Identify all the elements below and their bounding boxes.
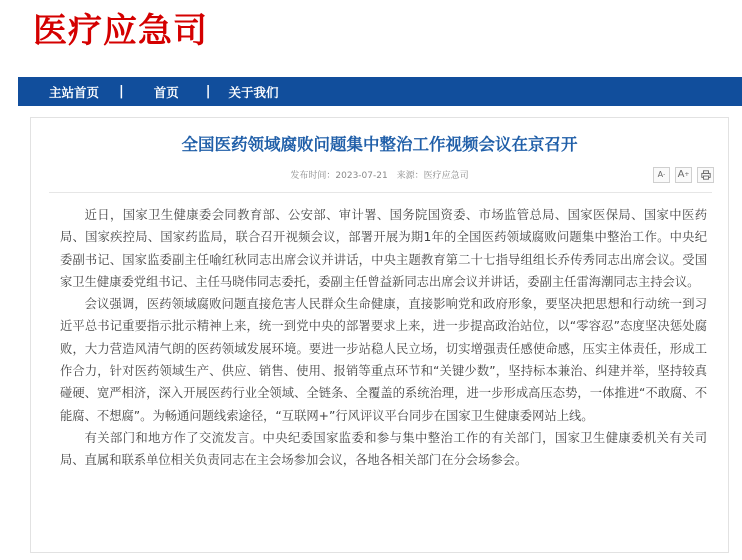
font-increase-label: A <box>677 169 685 180</box>
font-increase-button[interactable] <box>675 167 692 183</box>
nav-link-home[interactable]: 首页 <box>153 84 179 100</box>
article-tools <box>653 167 714 183</box>
plus-sign: + <box>684 171 690 178</box>
publish-date-value: 2023-07-21 <box>335 171 388 181</box>
font-decrease-button[interactable] <box>653 167 670 183</box>
article-paragraph: 会议强调，医药领域腐败问题直接危害人民群众生命健康，直接影响党和政府形象，要坚决把思想和行动统一到习近平总书记重要指示批示精神上来，统一到党中央的部署要求上来，进一步提高政治站位，以“零容忍”态度坚决惩处腐败，大力营造风清气朗的医药领域发展环境。要进一步站稳人民立场，切实增强责任感使命感，压实主体责任，形成工作合力，针对医药领域生产、供应、销售、使用、报销等重点环节和“关键少数”，坚持标本兼治、纠建并举，坚持较真碰硬、宽严相济，深入开展医药行业全领域、全链条、全覆盖的系统治理，进一步形成高压态势，一体推进“不敢腐、不能腐、不想腐”。为畅通问题线索途径，“互联网+”行风评议平台同步在国家卫生健康委网站上线。 <box>60 297 707 423</box>
article-meta <box>31 168 728 181</box>
article-paragraph: 有关部门和地方作了交流发言。中央纪委国家监委和参与集中整治工作的有关部门，国家卫生健康委机关有关司局、直属和联系单位相关负责同志在主会场参加会议，各地各相关部门在分会场参会。 <box>60 430 707 468</box>
article-title: 全国医药领域腐败问题集中整治工作视频会议在京召开 <box>181 135 578 154</box>
publish-date <box>290 171 387 181</box>
print-button[interactable] <box>697 167 714 183</box>
publish-date-label: 发布时间： <box>290 171 336 181</box>
site-logo[interactable]: 医疗应急司 <box>33 11 208 51</box>
nav-link-about-us[interactable]: 关于我们 <box>228 84 279 100</box>
nav-separator: | <box>119 84 124 99</box>
article-source <box>397 171 469 181</box>
source-label: 来源： <box>396 171 424 181</box>
article-body <box>60 204 707 472</box>
nav-link-main-site-home[interactable]: 主站首页 <box>49 84 100 100</box>
printer-icon <box>701 170 711 180</box>
main-nav-bar <box>18 77 742 106</box>
minus-sign: - <box>663 171 666 178</box>
article-panel <box>30 117 729 553</box>
nav-separator: | <box>205 84 211 99</box>
source-value: 医疗应急司 <box>423 171 469 181</box>
font-decrease-label: A <box>657 170 664 179</box>
title-divider <box>49 192 712 193</box>
article-paragraph: 近日，国家卫生健康委会同教育部、公安部、审计署、国务院国资委、市场监管总局、国家医保局、国家中医药局、国家疾控局、国家药监局，联合召开视频会议，部署开展为期1年的全国医药领域腐败问题集中整治工作。中央纪委副书记、国家监委副主任喻红秋同志出席会议并讲话，中央主题教育第二十七指导组组长乔传秀同志出席会议。受国家卫生健康委党组书记、主任马晓伟同志委托，委副主任曾益新同志出席会议并讲话，委副主任雷海潮同志主持会议。 <box>60 208 707 289</box>
